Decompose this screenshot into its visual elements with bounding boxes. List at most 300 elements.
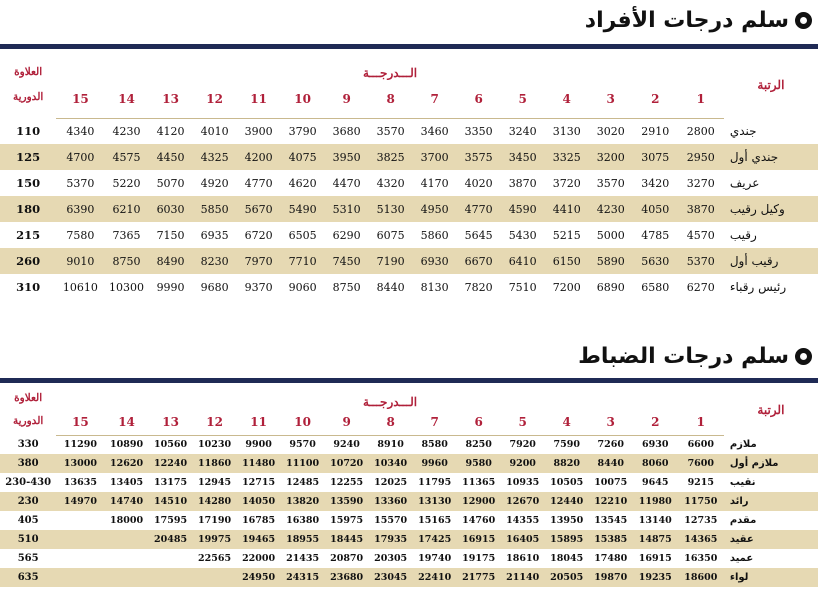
- salary-cell: 7190: [369, 248, 413, 274]
- salary-cell: 11980: [633, 492, 678, 511]
- rank-cell: نقيب: [724, 473, 818, 492]
- salary-cell: 8130: [413, 274, 457, 300]
- salary-cell: 10505: [545, 473, 589, 492]
- salary-cell: 14875: [633, 530, 678, 549]
- salary-cell: 7820: [457, 274, 501, 300]
- rank-cell: وكيل رقيب: [724, 196, 818, 222]
- salary-cell: 8060: [633, 454, 678, 473]
- grade-number: 13: [149, 409, 193, 435]
- salary-cell: 5670: [237, 196, 281, 222]
- grade-number: 2: [633, 80, 678, 118]
- salary-cell: 2800: [678, 118, 724, 144]
- salary-cell: 19870: [589, 568, 633, 587]
- salary-cell: 4230: [105, 118, 149, 144]
- salary-cell: 18600: [678, 568, 724, 587]
- salary-cell: 10340: [369, 454, 413, 473]
- salary-cell: 11750: [678, 492, 724, 511]
- rank-cell: رائد: [724, 492, 818, 511]
- grade-number: 10: [281, 80, 325, 118]
- table-row: [0, 492, 818, 511]
- salary-cell: 23680: [325, 568, 369, 587]
- rank-cell: عقيد: [724, 530, 818, 549]
- grade-number: 12: [193, 409, 237, 435]
- rank-cell: رئيس رقباء: [724, 274, 818, 300]
- salary-cell: 3575: [457, 144, 501, 170]
- salary-cell: 12025: [369, 473, 413, 492]
- salary-cell: 19175: [457, 549, 501, 568]
- salary-cell: 6270: [678, 274, 724, 300]
- salary-cell: 5645: [457, 222, 501, 248]
- enlisted-title: سلم درجات الأفراد: [584, 7, 789, 33]
- salary-cell: 17595: [149, 511, 193, 530]
- table-row: [0, 144, 818, 170]
- grade-number: 3: [589, 409, 633, 435]
- salary-cell: 4620: [281, 170, 325, 196]
- salary-cell: 3240: [501, 118, 545, 144]
- salary-cell: 8440: [369, 274, 413, 300]
- officers-title-row: [578, 339, 812, 373]
- salary-cell: 9580: [457, 454, 501, 473]
- allowance-cell: 230-430: [0, 473, 56, 492]
- salary-cell: 3870: [501, 170, 545, 196]
- salary-cell: 6075: [369, 222, 413, 248]
- salary-cell: 15975: [325, 511, 369, 530]
- salary-cell: 3950: [325, 144, 369, 170]
- salary-cell: 16785: [237, 511, 281, 530]
- rank-cell: رقيب: [724, 222, 818, 248]
- salary-cell: 3720: [545, 170, 589, 196]
- salary-cell: 5070: [149, 170, 193, 196]
- grade-number: 12: [193, 80, 237, 118]
- salary-cell: 6505: [281, 222, 325, 248]
- salary-cell: 12945: [193, 473, 237, 492]
- salary-cell: 15385: [589, 530, 633, 549]
- grade-header: الـــدرجـــة: [363, 395, 418, 409]
- bullet-circle-icon: [795, 348, 812, 365]
- salary-cell: 19740: [413, 549, 457, 568]
- grade-number: 13: [149, 80, 193, 118]
- salary-cell: 9990: [149, 274, 193, 300]
- salary-cell: 8820: [545, 454, 589, 473]
- grade-number: 6: [457, 409, 501, 435]
- salary-cell: 14970: [56, 492, 104, 511]
- salary-cell: 18955: [281, 530, 325, 549]
- salary-cell: 13405: [105, 473, 149, 492]
- salary-cell: 5430: [501, 222, 545, 248]
- salary-cell: 3825: [369, 144, 413, 170]
- salary-cell: 3570: [369, 118, 413, 144]
- salary-cell: 23045: [369, 568, 413, 587]
- salary-cell: 4575: [105, 144, 149, 170]
- salary-cell: 12715: [237, 473, 281, 492]
- salary-cell: 13950: [545, 511, 589, 530]
- rank-cell: مقدم: [724, 511, 818, 530]
- grade-number: 9: [325, 80, 369, 118]
- salary-cell: 4050: [633, 196, 678, 222]
- salary-cell: 4590: [501, 196, 545, 222]
- grade-number: 8: [369, 80, 413, 118]
- salary-cell: 8250: [457, 435, 501, 454]
- salary-cell: 4410: [545, 196, 589, 222]
- rank-header: الرتبة: [757, 78, 785, 92]
- table-row: [0, 454, 818, 473]
- salary-cell: 4010: [193, 118, 237, 144]
- allowance-cell: 380: [0, 454, 56, 473]
- grade-number: 9: [325, 409, 369, 435]
- salary-cell: 16915: [457, 530, 501, 549]
- salary-cell: 24950: [237, 568, 281, 587]
- salary-cell: 6930: [413, 248, 457, 274]
- salary-cell: [56, 549, 104, 568]
- salary-cell: 7260: [589, 435, 633, 454]
- salary-cell: [56, 530, 104, 549]
- salary-cell: 3680: [325, 118, 369, 144]
- salary-cell: 13820: [281, 492, 325, 511]
- salary-cell: 14365: [678, 530, 724, 549]
- grade-number: 14: [105, 409, 149, 435]
- grade-number: 7: [413, 409, 457, 435]
- salary-cell: 12735: [678, 511, 724, 530]
- salary-cell: 8230: [193, 248, 237, 274]
- table-row: [0, 511, 818, 530]
- grade-number: 1: [678, 80, 724, 118]
- salary-cell: 12900: [457, 492, 501, 511]
- allowance-cell: 150: [0, 170, 56, 196]
- salary-cell: 7510: [501, 274, 545, 300]
- grade-number: 6: [457, 80, 501, 118]
- salary-cell: 17190: [193, 511, 237, 530]
- salary-cell: 12210: [589, 492, 633, 511]
- salary-cell: 6720: [237, 222, 281, 248]
- grade-number: 4: [545, 409, 589, 435]
- salary-cell: 14355: [501, 511, 545, 530]
- salary-cell: 7970: [237, 248, 281, 274]
- salary-cell: 2950: [678, 144, 724, 170]
- salary-cell: 9010: [56, 248, 104, 274]
- enlisted-table: [0, 52, 818, 300]
- salary-cell: 10300: [105, 274, 149, 300]
- salary-cell: 6030: [149, 196, 193, 222]
- salary-cell: 3325: [545, 144, 589, 170]
- salary-cell: 22000: [237, 549, 281, 568]
- salary-cell: 9240: [325, 435, 369, 454]
- salary-cell: 12620: [105, 454, 149, 473]
- salary-cell: 17480: [589, 549, 633, 568]
- salary-cell: 7200: [545, 274, 589, 300]
- rank-cell: عريف: [724, 170, 818, 196]
- salary-cell: 8580: [413, 435, 457, 454]
- table-row: [0, 473, 818, 492]
- salary-cell: 3570: [589, 170, 633, 196]
- salary-cell: 8750: [325, 274, 369, 300]
- salary-cell: 8750: [105, 248, 149, 274]
- table-row: [0, 549, 818, 568]
- salary-cell: 3350: [457, 118, 501, 144]
- table-row: [0, 530, 818, 549]
- salary-cell: 6150: [545, 248, 589, 274]
- salary-cell: 4075: [281, 144, 325, 170]
- salary-cell: 14050: [237, 492, 281, 511]
- salary-cell: 4340: [56, 118, 104, 144]
- salary-cell: 7150: [149, 222, 193, 248]
- salary-cell: 19975: [193, 530, 237, 549]
- enlisted-title-row: [585, 3, 812, 37]
- grade-number-row: [0, 80, 818, 118]
- salary-cell: 4170: [413, 170, 457, 196]
- rank-cell: جندي: [724, 118, 818, 144]
- grade-number-row: [0, 409, 818, 435]
- salary-cell: 10720: [325, 454, 369, 473]
- salary-cell: 9370: [237, 274, 281, 300]
- grade-number: 5: [501, 409, 545, 435]
- rank-cell: لواء: [724, 568, 818, 587]
- salary-cell: 9960: [413, 454, 457, 473]
- salary-cell: 4020: [457, 170, 501, 196]
- salary-cell: 11860: [193, 454, 237, 473]
- salary-cell: 5630: [633, 248, 678, 274]
- officers-table: [0, 385, 818, 587]
- salary-cell: 3460: [413, 118, 457, 144]
- salary-cell: 13130: [413, 492, 457, 511]
- rank-cell: ملازم: [724, 435, 818, 454]
- table-row: [0, 170, 818, 196]
- grade-number: 15: [56, 80, 104, 118]
- grade-number: 5: [501, 80, 545, 118]
- grade-number: 3: [589, 80, 633, 118]
- salary-cell: 5130: [369, 196, 413, 222]
- rank-cell: عميد: [724, 549, 818, 568]
- salary-cell: 13175: [149, 473, 193, 492]
- allowance-cell: 565: [0, 549, 56, 568]
- allowance-header: العلاوة الدورية: [12, 392, 44, 427]
- salary-cell: 6290: [325, 222, 369, 248]
- allowance-cell: 215: [0, 222, 56, 248]
- salary-cell: 19235: [633, 568, 678, 587]
- salary-cell: 18045: [545, 549, 589, 568]
- table-row: [0, 196, 818, 222]
- salary-cell: 13590: [325, 492, 369, 511]
- salary-cell: 3200: [589, 144, 633, 170]
- salary-cell: 9200: [501, 454, 545, 473]
- salary-cell: 3450: [501, 144, 545, 170]
- salary-cell: 6670: [457, 248, 501, 274]
- grade-number: 8: [369, 409, 413, 435]
- salary-cell: 2910: [633, 118, 678, 144]
- rank-cell: رقيب أول: [724, 248, 818, 274]
- salary-cell: 8490: [149, 248, 193, 274]
- salary-cell: [149, 549, 193, 568]
- salary-cell: 20305: [369, 549, 413, 568]
- salary-cell: 22410: [413, 568, 457, 587]
- salary-cell: 4570: [678, 222, 724, 248]
- salary-cell: 19465: [237, 530, 281, 549]
- salary-cell: 6890: [589, 274, 633, 300]
- salary-cell: 12670: [501, 492, 545, 511]
- table-row: [0, 222, 818, 248]
- salary-cell: 6390: [56, 196, 104, 222]
- table-row: [0, 274, 818, 300]
- grade-number: 11: [237, 409, 281, 435]
- salary-cell: 3790: [281, 118, 325, 144]
- salary-cell: 10075: [589, 473, 633, 492]
- salary-cell: 12485: [281, 473, 325, 492]
- salary-cell: 16350: [678, 549, 724, 568]
- salary-cell: 10935: [501, 473, 545, 492]
- salary-cell: 7600: [678, 454, 724, 473]
- grade-number: 7: [413, 80, 457, 118]
- salary-cell: 3870: [678, 196, 724, 222]
- salary-cell: 11795: [413, 473, 457, 492]
- rank-cell: جندي أول: [724, 144, 818, 170]
- salary-cell: 12240: [149, 454, 193, 473]
- salary-cell: [56, 568, 104, 587]
- grade-number: 10: [281, 409, 325, 435]
- salary-cell: 21140: [501, 568, 545, 587]
- salary-cell: 17935: [369, 530, 413, 549]
- salary-cell: 14280: [193, 492, 237, 511]
- salary-cell: 12440: [545, 492, 589, 511]
- salary-cell: 17425: [413, 530, 457, 549]
- allowance-cell: 405: [0, 511, 56, 530]
- salary-cell: 8910: [369, 435, 413, 454]
- salary-cell: 5220: [105, 170, 149, 196]
- salary-cell: [193, 568, 237, 587]
- salary-cell: 5850: [193, 196, 237, 222]
- salary-cell: 9215: [678, 473, 724, 492]
- title-band: [0, 378, 818, 383]
- salary-cell: 16405: [501, 530, 545, 549]
- salary-cell: 18445: [325, 530, 369, 549]
- salary-cell: 6580: [633, 274, 678, 300]
- salary-cell: 7920: [501, 435, 545, 454]
- rank-header: الرتبة: [757, 403, 785, 417]
- salary-cell: 5490: [281, 196, 325, 222]
- grade-number: 14: [105, 80, 149, 118]
- salary-cell: 11480: [237, 454, 281, 473]
- salary-cell: 7590: [545, 435, 589, 454]
- salary-cell: 10610: [56, 274, 104, 300]
- salary-cell: 3130: [545, 118, 589, 144]
- salary-cell: 3020: [589, 118, 633, 144]
- salary-cell: 13360: [369, 492, 413, 511]
- salary-cell: 15570: [369, 511, 413, 530]
- salary-cell: 13000: [56, 454, 104, 473]
- table-row: [0, 568, 818, 587]
- salary-cell: 9900: [237, 435, 281, 454]
- salary-cell: 13545: [589, 511, 633, 530]
- salary-cell: 14740: [105, 492, 149, 511]
- grade-header: الـــدرجـــة: [363, 66, 418, 80]
- salary-cell: 15895: [545, 530, 589, 549]
- salary-cell: 11290: [56, 435, 104, 454]
- salary-cell: 11365: [457, 473, 501, 492]
- salary-cell: 16380: [281, 511, 325, 530]
- salary-cell: 10560: [149, 435, 193, 454]
- salary-cell: 7710: [281, 248, 325, 274]
- salary-cell: 20505: [545, 568, 589, 587]
- salary-cell: 9570: [281, 435, 325, 454]
- salary-cell: 7580: [56, 222, 104, 248]
- salary-cell: 4200: [237, 144, 281, 170]
- salary-cell: 10230: [193, 435, 237, 454]
- salary-cell: 4950: [413, 196, 457, 222]
- salary-cell: 3420: [633, 170, 678, 196]
- grade-number: 4: [545, 80, 589, 118]
- table-row: [0, 248, 818, 274]
- salary-cell: 24315: [281, 568, 325, 587]
- salary-cell: 4920: [193, 170, 237, 196]
- bullet-circle-icon: [795, 12, 812, 29]
- salary-cell: 5370: [678, 248, 724, 274]
- salary-cell: 21775: [457, 568, 501, 587]
- grade-number: 1: [678, 409, 724, 435]
- allowance-cell: 110: [0, 118, 56, 144]
- salary-cell: 5860: [413, 222, 457, 248]
- salary-cell: 6930: [633, 435, 678, 454]
- salary-cell: 18610: [501, 549, 545, 568]
- salary-cell: 22565: [193, 549, 237, 568]
- salary-cell: 4325: [193, 144, 237, 170]
- salary-cell: 12255: [325, 473, 369, 492]
- allowance-cell: 310: [0, 274, 56, 300]
- table-row: [0, 118, 818, 144]
- salary-cell: 9645: [633, 473, 678, 492]
- salary-cell: 11100: [281, 454, 325, 473]
- salary-cell: 4230: [589, 196, 633, 222]
- allowance-cell: 510: [0, 530, 56, 549]
- salary-cell: 3700: [413, 144, 457, 170]
- salary-cell: 14510: [149, 492, 193, 511]
- grade-number: 11: [237, 80, 281, 118]
- salary-cell: [105, 530, 149, 549]
- salary-cell: 16915: [633, 549, 678, 568]
- salary-cell: 6210: [105, 196, 149, 222]
- officers-section: [0, 333, 818, 603]
- allowance-cell: 330: [0, 435, 56, 454]
- salary-cell: 5310: [325, 196, 369, 222]
- salary-cell: 6410: [501, 248, 545, 274]
- salary-cell: 9060: [281, 274, 325, 300]
- salary-cell: [149, 568, 193, 587]
- salary-cell: 3270: [678, 170, 724, 196]
- salary-cell: 4120: [149, 118, 193, 144]
- salary-cell: 14760: [457, 511, 501, 530]
- salary-cell: 13140: [633, 511, 678, 530]
- salary-cell: 4785: [633, 222, 678, 248]
- salary-cell: 21435: [281, 549, 325, 568]
- salary-cell: 7450: [325, 248, 369, 274]
- salary-cell: 3900: [237, 118, 281, 144]
- salary-cell: 6935: [193, 222, 237, 248]
- salary-cell: 13635: [56, 473, 104, 492]
- salary-cell: 4470: [325, 170, 369, 196]
- salary-cell: 4700: [56, 144, 104, 170]
- salary-cell: 4770: [237, 170, 281, 196]
- salary-cell: 4770: [457, 196, 501, 222]
- salary-cell: [105, 568, 149, 587]
- allowance-cell: 260: [0, 248, 56, 274]
- salary-cell: 5000: [589, 222, 633, 248]
- grade-number: 15: [56, 409, 104, 435]
- salary-cell: 10890: [105, 435, 149, 454]
- salary-cell: [56, 511, 104, 530]
- officers-title: سلم درجات الضباط: [578, 343, 789, 369]
- grade-number: 2: [633, 409, 678, 435]
- allowance-cell: 230: [0, 492, 56, 511]
- salary-cell: 18000: [105, 511, 149, 530]
- salary-cell: 5215: [545, 222, 589, 248]
- rank-cell: ملازم أول: [724, 454, 818, 473]
